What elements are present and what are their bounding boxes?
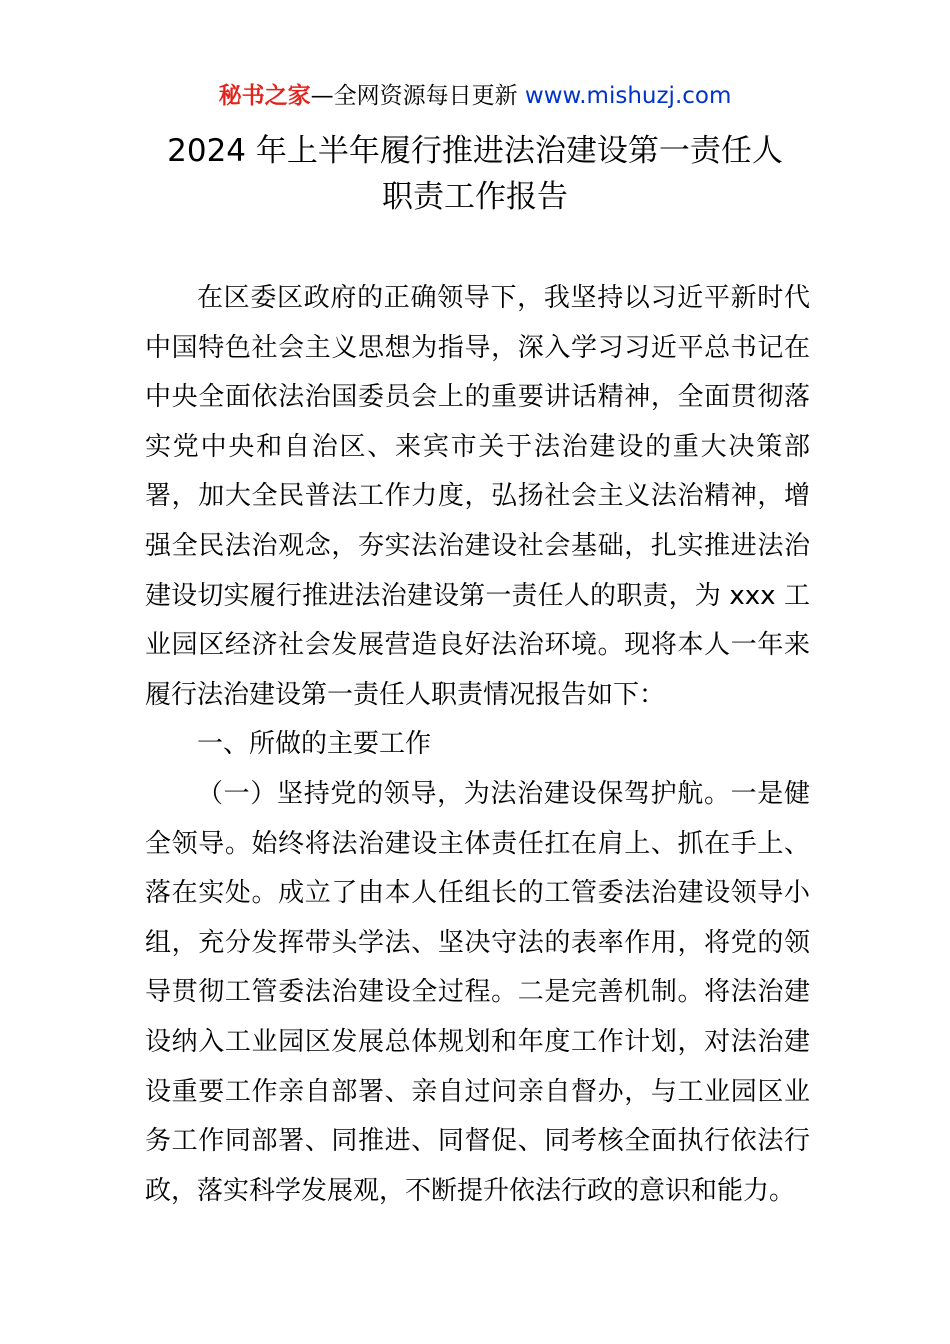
text-line: 政，落实科学发展观，不断提升依法行政的意识和能力。 xyxy=(145,1175,796,1206)
title-line: 职责工作报告 xyxy=(382,179,568,215)
text-line: 履行法治建设第一责任人职责情况报告如下： xyxy=(145,679,666,710)
text-line: 设重要工作亲自部署、亲自过问亲自督办，与工业园区业 xyxy=(145,1076,810,1107)
document-title xyxy=(0,128,950,220)
text-line: 实党中央和自治区、来宾市关于法治建设的重大决策部 xyxy=(145,431,810,462)
text-line: 中国特色社会主义思想为指导，深入学习习近平总书记在 xyxy=(145,332,810,363)
text-line: （一）坚持党的领导，为法治建设保驾护航。一是健 xyxy=(197,778,810,809)
text-line: 业园区经济社会发展营造良好法治环境。现将本人一年来 xyxy=(145,630,810,661)
text-line: 强全民法治观念，夯实法治建设社会基础，扎实推进法治 xyxy=(145,530,810,561)
text-line: 务工作同部署、同推进、同督促、同考核全面执行依法行 xyxy=(145,1126,810,1157)
text-line: 中央全面依法治国委员会上的重要讲话精神，全面贯彻落 xyxy=(145,382,810,413)
brand-name: 秘书之家 xyxy=(218,83,311,109)
text-line: 全领导。始终将法治建设主体责任扛在肩上、抓在手上、 xyxy=(145,828,810,859)
text-line: 导贯彻工管委法治建设全过程。二是完善机制。将法治建 xyxy=(145,977,810,1008)
site-header xyxy=(0,80,950,112)
text-line: 在区委区政府的正确领导下，我坚持以习近平新时代 xyxy=(197,283,810,313)
document-body xyxy=(145,274,810,1216)
heading-line: 一、所做的主要工作 xyxy=(197,729,432,760)
section-heading xyxy=(145,720,810,770)
paragraph xyxy=(145,274,810,720)
title-line: 2024 年上半年履行推进法治建设第一责任人 xyxy=(167,133,783,169)
text-line: 建设切实履行推进法治建设第一责任人的职责，为 xxx 工 xyxy=(145,580,810,611)
text-line: 设纳入工业园区发展总体规划和年度工作计划，对法治建 xyxy=(145,1026,810,1057)
paragraph xyxy=(145,770,810,1216)
text-line: 组，充分发挥带头学法、坚决守法的表率作用，将党的领 xyxy=(145,927,810,958)
text-line: 落在实处。成立了由本人任组长的工管委法治建设领导小 xyxy=(145,878,810,909)
header-slogan: —全网资源每日更新 xyxy=(310,83,525,109)
site-link[interactable]: www.mishuzj.com xyxy=(524,83,732,109)
text-line: 署，加大全民普法工作力度，弘扬社会主义法治精神，增 xyxy=(145,481,810,512)
